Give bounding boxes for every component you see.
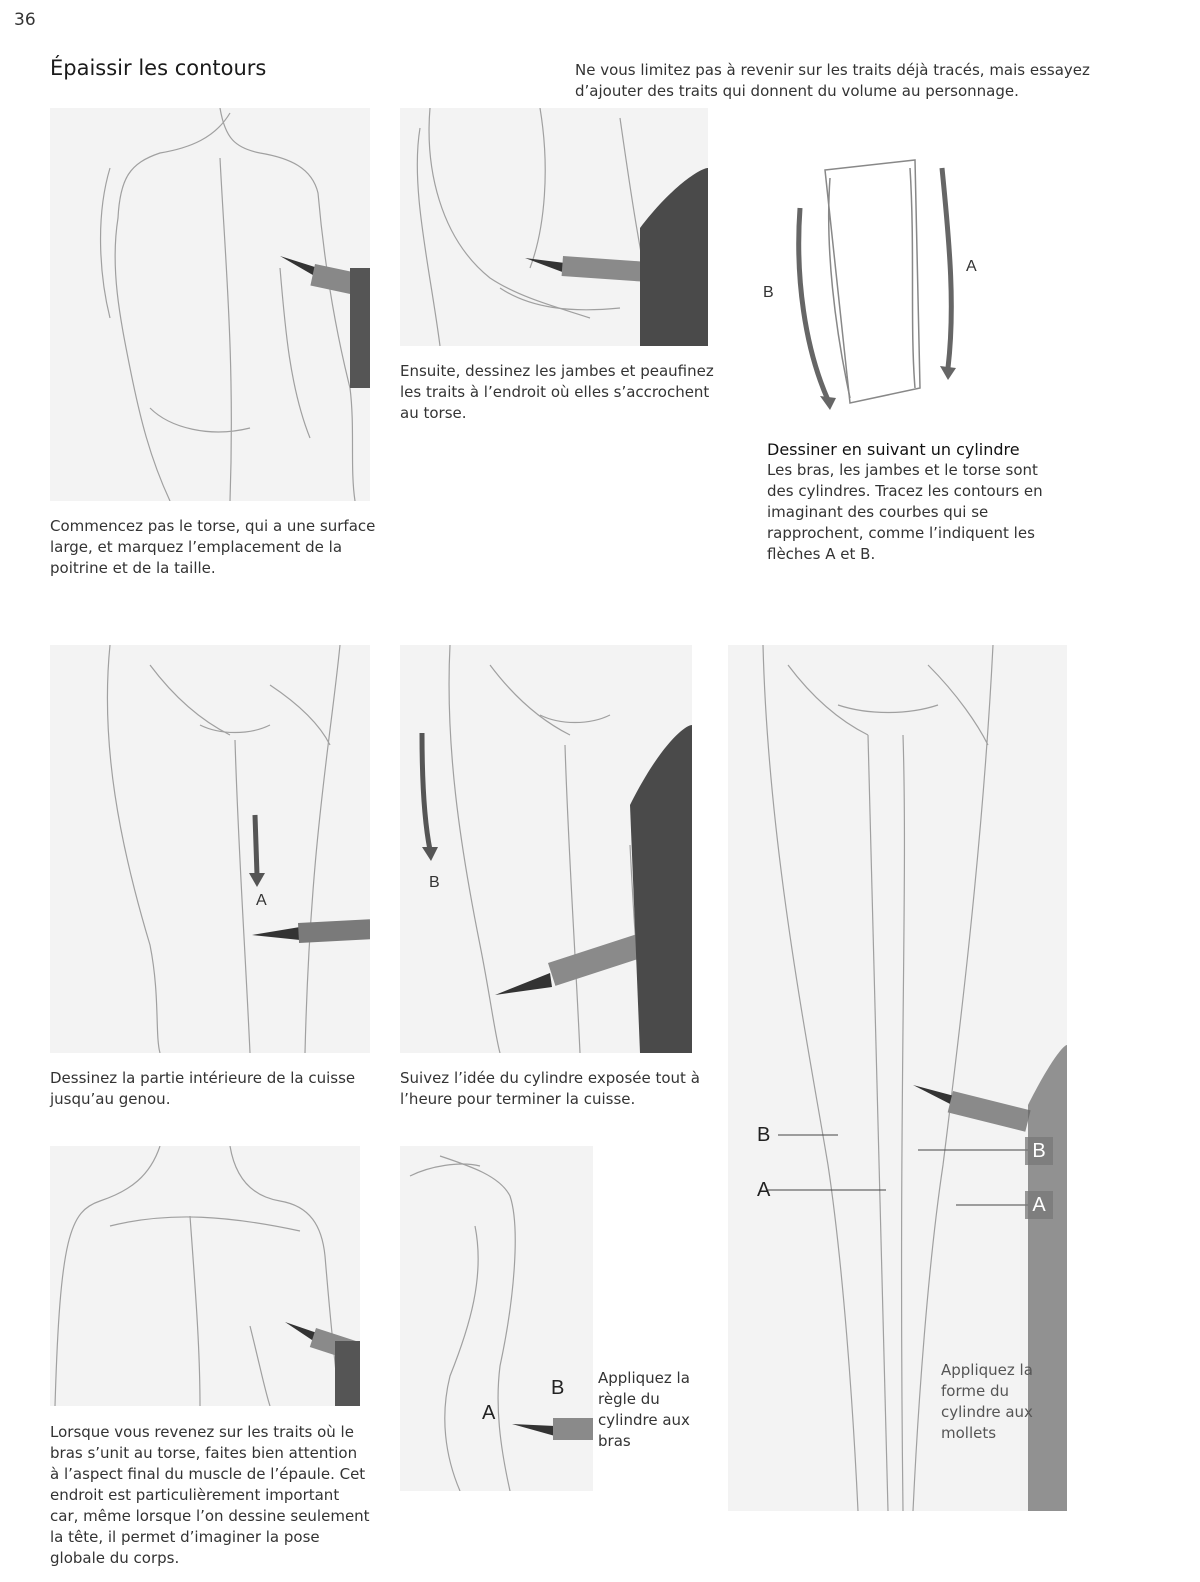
pencil-icon (525, 168, 708, 346)
cylinder-heading: Dessiner en suivant un cylindre (767, 440, 1020, 459)
pencil-icon (252, 919, 370, 943)
label-a-thigh: A (256, 892, 267, 909)
caption-calves: Appliquez la forme du cylindre aux mollets (941, 1361, 1033, 1442)
inner-thigh-sketch-image (50, 645, 370, 1053)
inner-thigh-drawing (50, 645, 370, 1053)
thigh-finish-drawing (400, 645, 692, 1053)
label-b-calf-right: B (1025, 1137, 1053, 1165)
cylinder-drawing (790, 148, 980, 418)
caption-shoulder: Lorsque vous revenez sur les traits où le bras s’unit au torse, faites bien attention à l’aspect final du muscle de l’épaule. Cet endroit est particulièrement important car, même lorsque l’on dessine seulement la tête, il permet d’imaginer la pose globale du corps. (50, 1423, 370, 1567)
caption-thigh-finish: Suivez l’idée du cylindre exposée tout à l’heure pour terminer la cuisse. (400, 1069, 700, 1108)
label-b-cylinder: B (763, 284, 774, 301)
intro-text: Ne vous limitez pas à revenir sur les traits déjà tracés, mais essayez d’ajouter des traits qui donnent du volume au personnage. (575, 61, 1090, 100)
cylinder-diagram (790, 148, 980, 418)
caption-arms: Appliquez la règle du cylindre aux bras (598, 1369, 690, 1450)
pencil-icon (512, 1418, 593, 1440)
legs-sketch-drawing (400, 108, 708, 346)
pencil-icon (495, 725, 692, 1053)
label-a-arm: A (482, 1402, 496, 1424)
arrow-a-icon (249, 815, 265, 887)
page-number: 36 (14, 10, 36, 30)
label-b-thigh: B (429, 874, 440, 891)
legs-sketch-image (400, 108, 708, 346)
pencil-icon (285, 1322, 360, 1406)
label-b-arm: B (551, 1377, 565, 1399)
shoulder-drawing (50, 1146, 360, 1406)
page-title: Épaissir les contours (50, 56, 267, 80)
arm-drawing (400, 1146, 593, 1491)
caption-torso: Commencez pas le torse, qui a une surface large, et marquez l’emplacement de la poitrine et de la taille. (50, 517, 376, 577)
pencil-icon (280, 256, 370, 388)
arrow-b-icon (799, 208, 836, 410)
arrow-b-icon (422, 733, 438, 861)
label-a-calf-left: A (757, 1179, 771, 1201)
arm-sketch-image (400, 1146, 593, 1491)
thigh-finish-sketch-image (400, 645, 692, 1053)
caption-legs: Ensuite, dessinez les jambes et peaufinez les traits à l’endroit où elles s’accrochent au torse. (400, 362, 714, 422)
caption-thigh-inner: Dessinez la partie intérieure de la cuisse jusqu’au genou. (50, 1069, 356, 1108)
torso-sketch-image (50, 108, 370, 501)
arrow-a-icon (940, 168, 956, 380)
label-a-cylinder: A (966, 258, 977, 275)
caption-cylinder: Les bras, les jambes et le torse sont des cylindres. Tracez les contours en imaginant des courbes qui se rapprochent, comme l’indiquent les flèches A et B. (767, 461, 1043, 563)
label-a-calf-right: A (1025, 1191, 1053, 1219)
torso-sketch-drawing (50, 108, 370, 501)
shoulder-sketch-image (50, 1146, 360, 1406)
label-b-calf-left: B (757, 1124, 771, 1146)
